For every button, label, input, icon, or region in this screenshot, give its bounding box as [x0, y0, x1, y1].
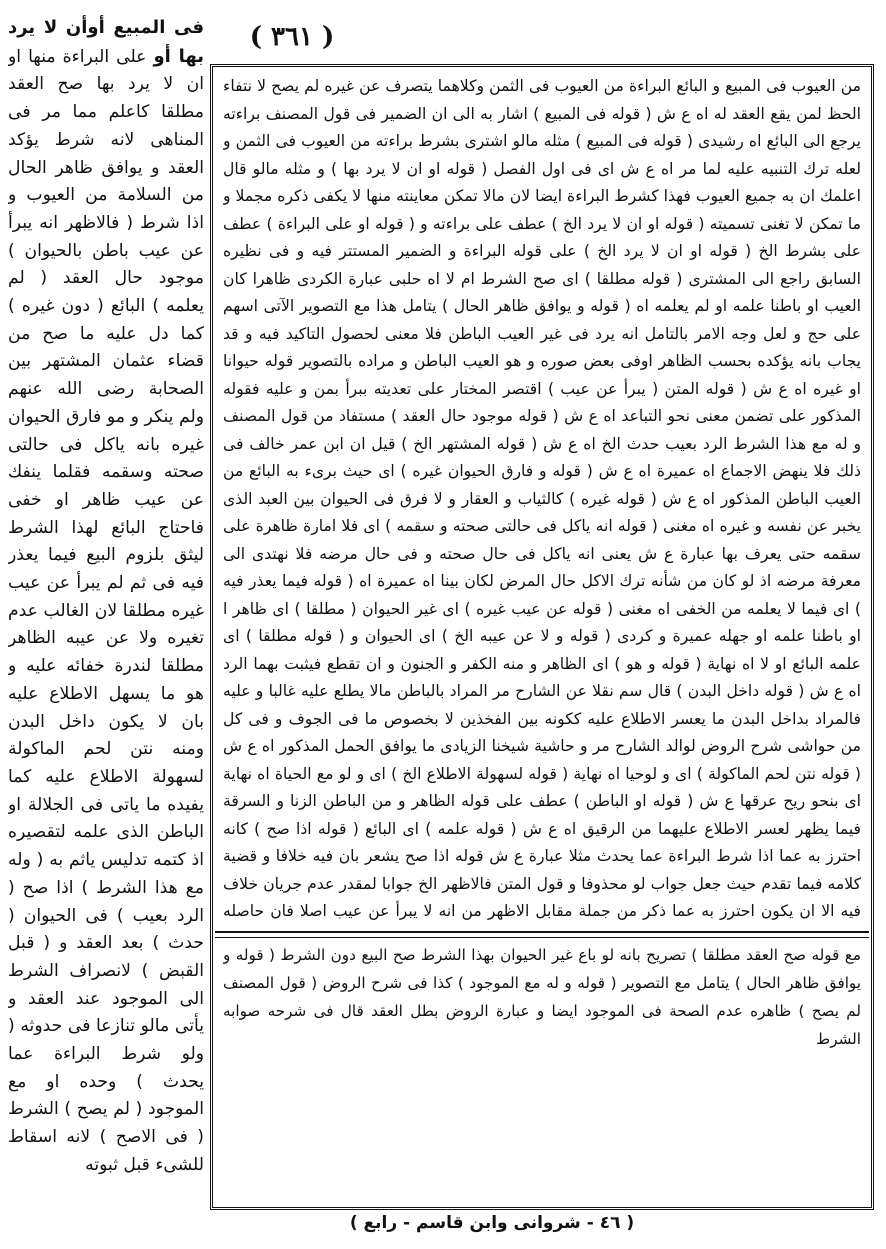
main-text-column: [8, 14, 204, 1234]
main-text-body: على البراءة منها او ان لا يرد بها صح العقد مطلقا كاعلم مما مر فى المناهى لانه شرط يؤكد العقد و يوافق ظاهر الحال من السلامة من العيوب و اذا شرط ( فالاظهر انه يبرأ عن عيب باطن بالحيوان ) موجود حال العقد ( لم يعلمه ) البائع ( دون غيره ) كما دل عليه ما صح من قضاء عثمان المشتهر بين الصحابة رضى الله عنهم ولم ينكر و مو فارق الحيوان غيره بانه ياكل فى حالتى صحته وسقمه فقلما ينفك عن عيب ظاهر او خفى فاحتاج البائع لهذا الشرط ليثق بلزوم البيع فيما يعذر فيه فى ثم لم يبرأ عن عيب غيره مطلقا لان الغالب عدم تغيره ولا عن عيبه الظاهر مطلقا لندرة خفائه عليه و هو ما يسهل الاطلاع عليه بان لا يكون داخل البدن ومنه نتن لحم الماكولة لسهولة الاطلاع عليه كما يفيده ما ياتى فى الجلالة او الباطن الذى علمه لتقصيره اذ كتمه تدليس ياثم به ( وله مع هذا الشرط ) اذا صح ( الرد بعيب ) فى الحيوان ( حدث ) بعد العقد و ( قبل القبض ) لانصراف الشرط الى الموجود عند العقد و يأتى مالو تنازعا فى حدوثه ( ولو شرط البراءة عما يحدث ) وحده او مع الموجود ( لم يصح ) الشرط ( فى الاصح ) لانه اسقاط للشىء قبل ثبوته: [8, 46, 204, 1175]
page-footer: ( ٤٦ - شروانى وابن قاسم - رابع ): [349, 1213, 635, 1233]
main-text-heading: فى المبيع أوأن لا يرد بها أو: [8, 17, 204, 67]
sub-commentary-text: مع قوله صح العقد مطلقا ) تصريح بانه لو باع غير الحيوان بهذا الشرط صح البيع دون الشرط ( قوله و يوافق ظاهر الحال ) يتامل مع التصوير ( قوله و له مع الموجود ) كذا فى شرح الروض ( قول المصنف لم يصح ) ظاهره عدم الصحة فى الموجود ايضا و عبارة الروض بطل العقد قال فى شرحه صوابه الشرط: [223, 946, 861, 1048]
section-divider: [215, 931, 869, 938]
page-number: ( ٣٦١ ): [249, 22, 335, 52]
commentary-box: [210, 64, 874, 1210]
commentary-text: من العيوب فى المبيع و البائع البراءة من العيوب فى الثمن وكلاهما يتصرف عن غيره لم يصح لا نتفاء الحظ لمن يقع العقد له اه ع ش ( قوله فى المبيع ) اشار به الى ان الضمير فى قول المصنف براءته يرجع الى البائع اه رشيدى ( قوله فى المبيع ) مثله مالو اشترى بشرط براءته من العيوب فى الثمن و لعله ترك التنبيه عليه لما مر اه ع ش اى فى اول الفصل ( قوله او ان لا يرد بها ) و مثله مالو قال اعلمك ان به جميع العيوب فهذا كشرط البراءة ايضا لان مالا تمكن معاينته منها لا يكفى ذكره مجملا و ما تمكن لا تغنى تسميته ( قوله او ان لا يرد الخ ) عطف على براءته و ( قوله او على البراءة ) عطف على بشرط الخ ( قوله او ان لا يرد الخ ) على قوله البراءة و الضمير المستتر فيه و فى نظيره السابق راجع الى المشترى ( قوله مطلقا ) اى صح الشرط ام لا اه حلبى عبارة الكردى ظاهرا كان العيب او باطنا علمه او لم يعلمه اه ( قوله و يوافق ظاهر الحال ) يتامل هذا مع التصوير الآتى اسهم على حج و لعل وجه الامر بالتامل انه يرد فى غير العيب الباطن فلا معنى لحصول التاكيد فيه و قد يجاب بانه يؤكده بحسب الظاهر اوفى بعض صوره و هو العيب الباطن و مراده بالتصوير قوله حيوانا او غيره اه ع ش ( قوله المتن ( يبرأ عن عيب ) اقتصر المختار على تعديته ببرأ بمن و عليه فقوله المذكور على تضمن معنى نحو التباعد اه ع ش ( قوله موجود حال العقد ) مستفاد من قول المصنف و له مع هذا الشرط الرد بعيب حدث الخ اه ع ش ( قوله المشتهر الخ ) قيل ان ابن عمر خالف فى ذلك فلا ينهض الاجماع اه عميرة اه ع ش ( قوله و فارق الحيوان غيره ) اى حيث برىء به البائع من العيب الباطن المذكور اه ع ش ( قوله غيره ) كالثياب و العقار و لا فرق فى الحيوان بين العبد الذى يخبر عن نفسه و غيره اه مغنى ( قوله انه ياكل فى حالتى صحته و سقمه ) اى فلا امارة ظاهرة على سقمه حتى يعرف بها عبارة ع ش يعنى انه ياكل فى حال صحته و فى حال مرضه فلا نهتدى الى معرفة مرضه اذ لو كان من شأنه ترك الاكل حال المرض لكان بينا اه عميرة اه ( قوله فيما يعذر فيه ) اى فيما لا يعلمه من الخفى اه مغنى ( قوله عن عيب غيره ) اى غير الحيوان ( مطلقا ) اى ظاهر ا او باطنا علمه او جهله عميرة و كردى ( قوله و لا عن عيبه الخ ) اى الحيوان و ( قوله مطلقا ) اى علمه البائع او لا اه نهاية ( قوله و هو ) اى الظاهر و منه الكفر و الجنون و ان تقطع فيثبت بهما الرد اه ع ش ( قوله داخل البدن ) قال سم نقلا عن الشارح مر المراد بالباطن مالا يطلع عليه غالبا و عليه فالمراد بداخل البدن ما يعسر الاطلاع عليه ككونه بين الفخذين لا بخصوص ما فى الجوف و فى كل من حواشى شرح الروض لوالد الشارح مر و حاشية شيخنا الزيادى ما يوافق الحمل المذكور اه ع ش ( قوله نتن لحم الماكولة ) اى و لوحيا اه نهاية ( قوله لسهولة الاطلاع الخ ) اى و لو مع الحياة اه نهاية اى بنحو ريح عرقها ع ش ( قوله او الباطن ) عطف على قوله الظاهر و من الباطن الزنا و السرقة فيما يظهر لعسر الاطلاع عليهما من الرقيق اه ع ش ( قوله علمه ) اى البائع ( قوله اذا صح ) كانه احترز به عما اذا شرط البراءة عما يحدث مثلا عبارة ع ش قوله اذا صح يشعر بان فيه خلافا و قضية كلامه فيما تقدم حيث جعل جواب لو محذوفا و قول المتن فالاظهر الخ جوابا لمقدر عدم جريان خلاف فيه الا ان يكون احترز به عما ذكر من جملة مقابل الاظهر من انه لا يبرأ عن عيب اصلا فان حاصله: [223, 77, 861, 920]
